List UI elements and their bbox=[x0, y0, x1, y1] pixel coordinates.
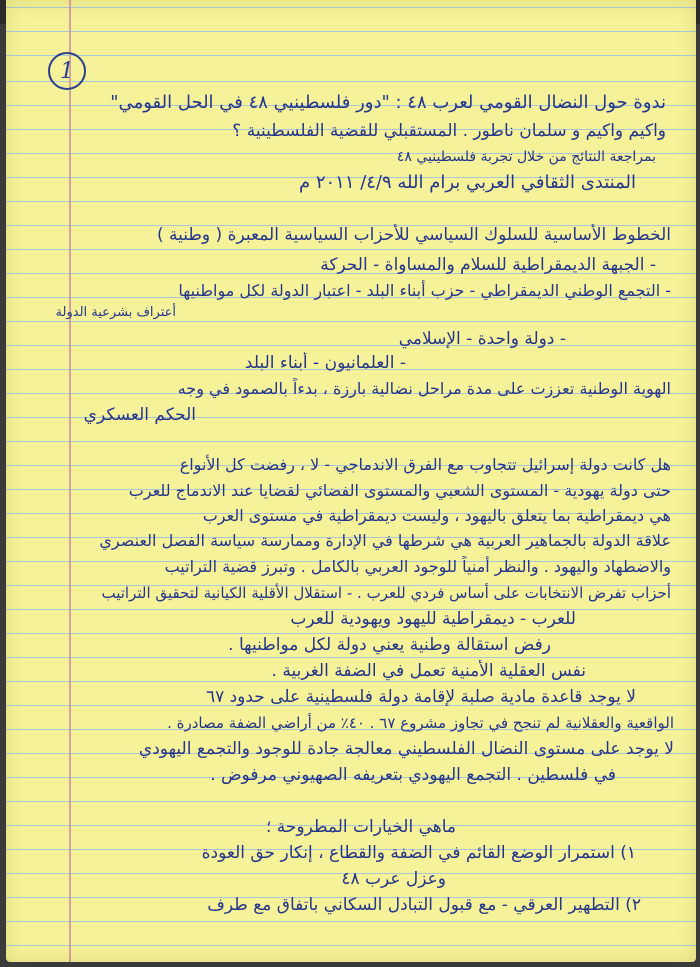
note-line: هي ديمقراطية بما يتعلق باليهود ، وليست ديمقراطية في مستوى العرب bbox=[202, 506, 671, 525]
note-line: لا يوجد قاعدة مادية صلبة لإقامة دولة فلسطينية على حدود ٦٧ bbox=[205, 687, 636, 707]
note-line: - دولة واحدة - الإسلامي bbox=[398, 329, 566, 349]
note-line: والاضطهاد واليهود . والنظر أمنياً للوجود العربي بالكامل . وتبرز قضية التراتيب bbox=[164, 557, 671, 576]
note-line: في فلسطين . التجمع اليهودي بتعريفه الصهيوني مرفوض . bbox=[210, 765, 616, 785]
note-line: علاقة الدولة بالجماهير العربية هي شرطها في الإدارة وممارسة سياسة الفصل العنصري bbox=[99, 531, 671, 550]
note-line: حتى دولة يهودية - المستوى الشعبي والمستوى الفضائي لقضايا عند الاندماج للعرب bbox=[128, 481, 671, 500]
note-line: للعرب - ديمقراطية لليهود ويهودية للعرب bbox=[290, 609, 576, 629]
note-line: - الجبهة الديمقراطية للسلام والمساواة - الحركة bbox=[320, 255, 656, 275]
note-line: ٢) التطهير العرقي - مع قبول التبادل السكاني باتفاق مع طرف bbox=[207, 895, 641, 915]
note-line: لا يوجد على مستوى النضال الفلسطيني معالجة جادة للوجود والتجمع اليهودي bbox=[138, 739, 674, 759]
note-line: ماهي الخيارات المطروحة ؛ bbox=[265, 817, 456, 837]
note-line: بمراجعة النتائج من خلال تجربة فلسطينيي ٤٨ bbox=[396, 149, 656, 165]
note-line: الخطوط الأساسية للسلوك السياسي للأحزاب السياسية المعبرة ( وطنية ) bbox=[156, 225, 671, 245]
note-line: أعتراف بشرعية الدولة bbox=[55, 305, 176, 320]
page-number-circle bbox=[48, 52, 86, 90]
note-line: الواقعية والعقلانية لم تنجح في تجاوز مشروع ٦٧ . ٤٠٪ من أراضي الضفة مصادرة . bbox=[167, 714, 674, 732]
notebook-page bbox=[6, 0, 696, 962]
page-number: 1 bbox=[60, 58, 74, 84]
note-line: ندوة حول النضال القومي لعرب ٤٨ : "دور فلسطينيي ٤٨ في الحل القومي" bbox=[110, 92, 666, 113]
note-line: واكيم واكيم و سلمان ناطور . المستقبلي للقضية الفلسطينية ؟ bbox=[232, 121, 666, 141]
note-line: وعزل عرب ٤٨ bbox=[341, 869, 446, 889]
note-line: أحزاب تفرض الانتخابات على أساس فردي للعرب . - استقلال الأقلية الكيانية لتحقيق التراتيب bbox=[101, 584, 671, 602]
note-line: نفس العقلية الأمنية تعمل في الضفة الغربية . bbox=[271, 661, 586, 681]
note-line: - التجمع الوطني الديمقراطي - حزب أبناء البلد - اعتبار الدولة لكل مواطنيها bbox=[178, 281, 671, 300]
note-line: ١) استمرار الوضع القائم في الضفة والقطاع ، إنكار حق العودة bbox=[201, 843, 636, 863]
note-line: الحكم العسكري bbox=[83, 405, 196, 425]
note-line: هل كانت دولة إسرائيل تتجاوب مع الفرق الاندماجي - لا ، رفضت كل الأنواع bbox=[179, 455, 671, 474]
note-line: الهوية الوطنية تعززت على مدة مراحل نضالية بارزة ، بدءاً بالصمود في وجه bbox=[177, 379, 671, 398]
note-line: - العلمانيون - أبناء البلد bbox=[244, 353, 406, 373]
note-line: المنتدى الثقافي العربي برام الله ٤/٩/ ٢٠١١ م bbox=[298, 172, 636, 193]
note-line: رفض استقالة وطنية يعني دولة لكل مواطنيها . bbox=[228, 635, 551, 655]
